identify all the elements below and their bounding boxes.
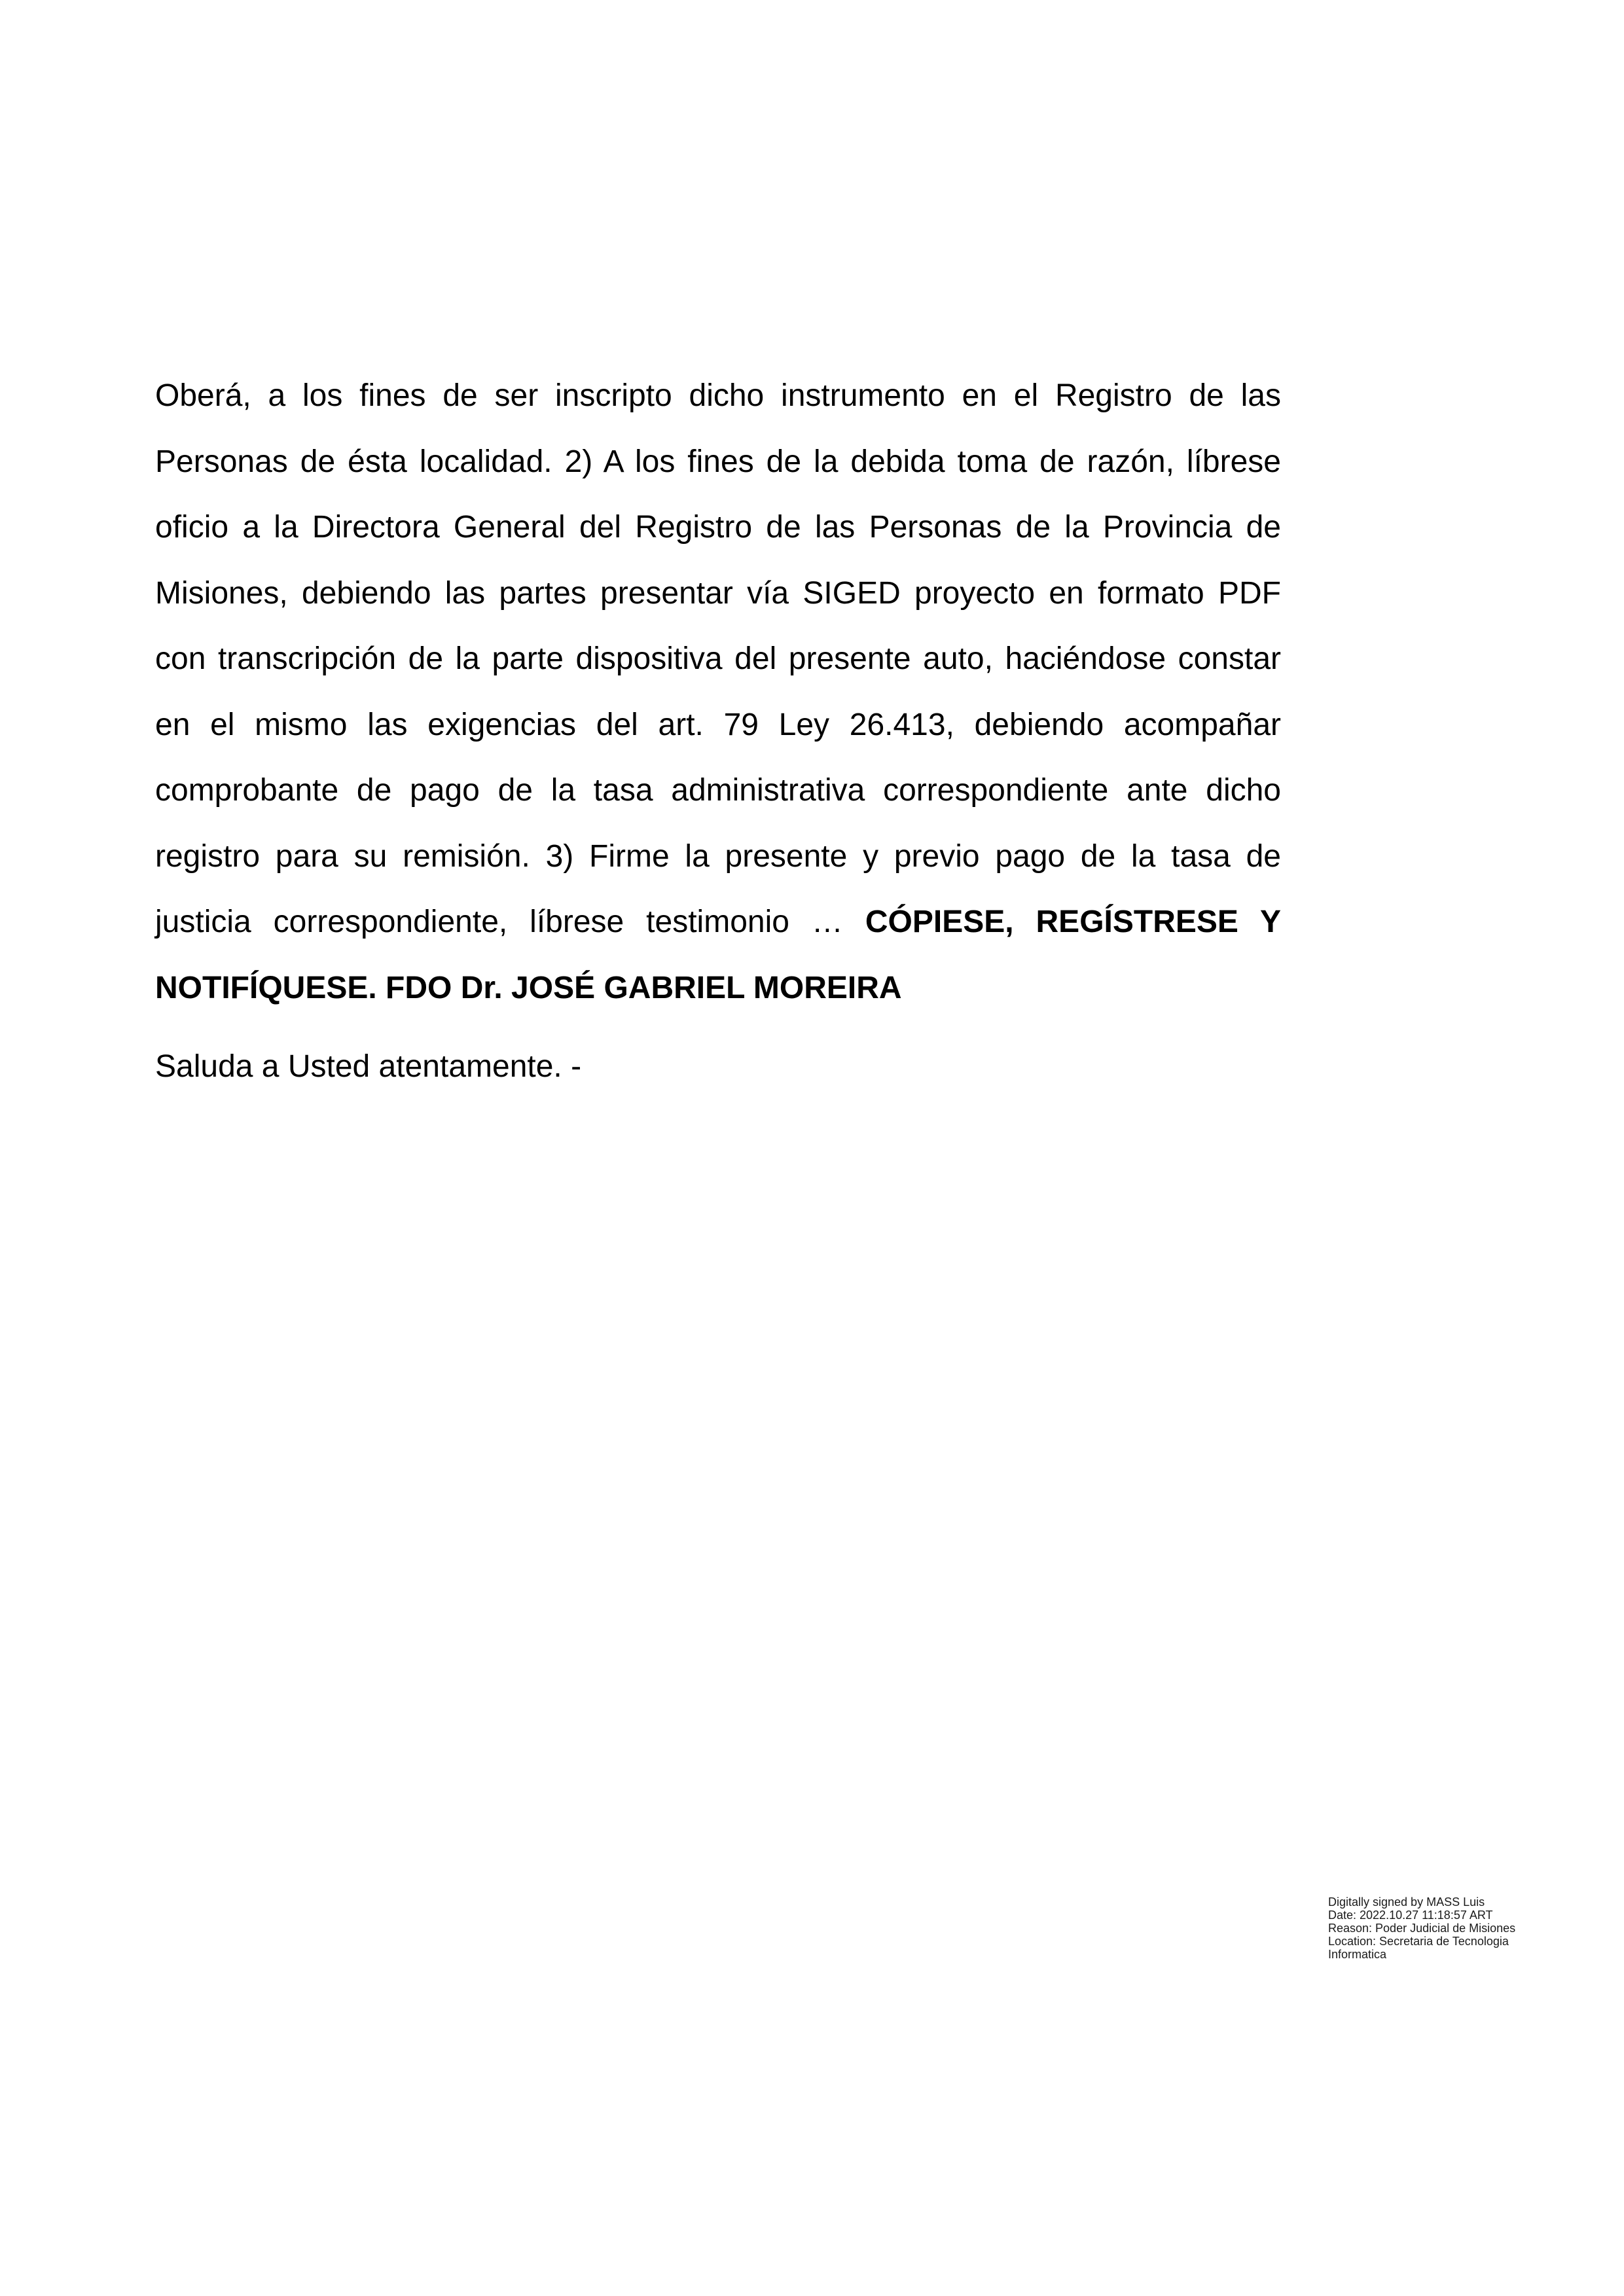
paragraph-text: Oberá, a los fines de ser inscripto dicho instrumento en el Registro de las Personas de ésta localidad. 2) A los fines de la debida toma de razón, líbrese oficio a la Directora General del Registro de las Personas de la Provincia de Misiones, debiendo las partes presentar vía SIGED proyecto en formato PDF con transcripción de la parte dispositiva del presente auto, haciéndose constar en el mismo las exigencias del art. 79 Ley 26.413, debiendo acompañar comprobante de pago de la tasa administrativa correspondiente ante dicho registro para su remisión. 3) Firme la presente y previo pago de la tasa de justicia correspondiente, líbrese testimonio … (155, 378, 1281, 939)
signature-date: Date: 2022.10.27 11:18:57 ART (1328, 1909, 1493, 1922)
signature-reason: Reason: Poder Judicial de Misiones (1328, 1922, 1516, 1935)
resolution-paragraph (155, 363, 1281, 1021)
paragraph-bold-text: CÓPIESE, REGÍSTRESE Y NOTIFÍQUESE. FDO Dr. JOSÉ GABRIEL MOREIRA (155, 905, 1282, 1005)
digital-signature-stamp (1328, 1895, 1590, 1961)
closing-salutation: Saluda a Usted atentamente. - (155, 1049, 582, 1084)
signature-location-cont: Informatica (1328, 1948, 1387, 1961)
signature-signed-by: Digitally signed by MASS Luis (1328, 1895, 1485, 1909)
signature-location: Location: Secretaria de Tecnologia (1328, 1935, 1509, 1948)
